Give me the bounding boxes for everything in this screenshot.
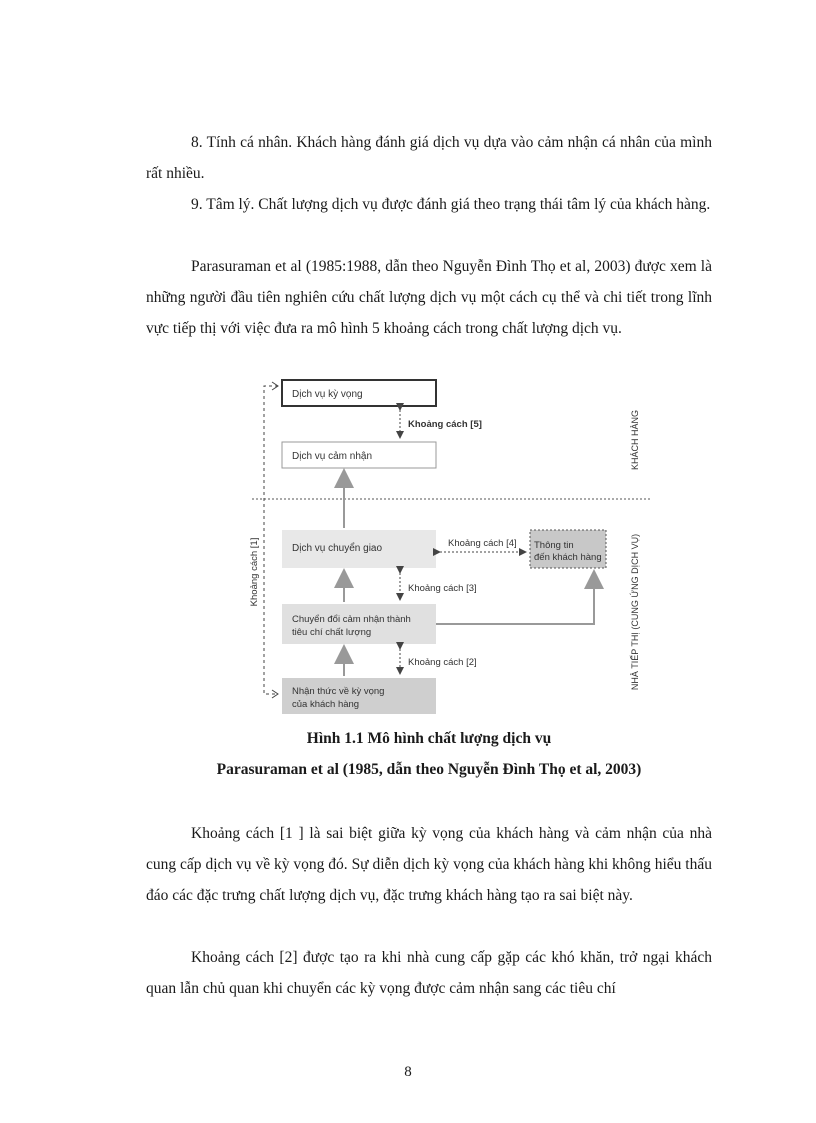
awareness-line1: Nhận thức về kỳ vọng (292, 686, 385, 697)
flow-translation-to-communication (436, 573, 594, 624)
figure-caption-source: Parasuraman et al (1985, dẫn theo Nguyễn Đình Thọ et al, 2003) (216, 761, 642, 778)
paragraph-personal: 8. Tính cá nhân. Khách hàng đánh giá dịch vụ dựa vào cảm nhận cá nhân của mình rất nhiều. (146, 134, 712, 182)
paragraph-psychology: 9. Tâm lý. Chất lượng dịch vụ được đánh giá theo trạng thái tâm lý của khách hàng. (191, 196, 711, 213)
paragraph-gap2: Khoảng cách [2] được tạo ra khi nhà cung cấp gặp các khó khăn, trở ngại khách quan lẫn chủ quan khi chuyển các kỳ vọng được cảm nhận sang các tiêu chí (146, 949, 712, 997)
perceived-service-box (282, 442, 436, 468)
gap5-label: Khoảng cách [5] (408, 419, 482, 430)
gap3-label: Khoảng cách [3] (408, 583, 477, 594)
translation-line1: Chuyển đổi cảm nhận thành (292, 614, 411, 625)
delivered-service-box (282, 530, 436, 568)
paragraph-parasuraman: Parasuraman et al (1985:1988, dẫn theo Nguyễn Đình Thọ et al, 2003) được xem là những người đầu tiên nghiên cứu chất lượng dịch vụ một cách cụ thể và chi tiết trong lĩnh vực tiếp thị với việc đưa ra mô hình 5 khoảng cách trong chất lượng dịch vụ. (146, 258, 712, 337)
gap4-label: Khoảng cách [4] (448, 538, 517, 549)
provider-side-label: NHÀ TIẾP THỊ (CUNG ỨNG DỊCH VỤ) (630, 533, 640, 691)
figure-caption-title: Hình 1.1 Mô hình chất lượng dịch vụ (306, 730, 552, 747)
customer-communication-line2: đến khách hàng (534, 552, 602, 563)
expected-service-box (282, 380, 436, 406)
gap1-bracket (264, 386, 278, 694)
awareness-line2: của khách hàng (292, 699, 360, 710)
gap2-label: Khoảng cách [2] (408, 657, 477, 668)
customer-side-label: KHÁCH HÀNG (630, 409, 640, 471)
perceived-service-label: Dịch vụ cảm nhận (292, 451, 373, 462)
paragraph-gap1: Khoảng cách [1 ] là sai biệt giữa kỳ vọng của khách hàng và cảm nhận của nhà cung cấp dịch vụ về kỳ vọng đó. Sự diễn dịch kỳ vọng của khách hàng khi không hiểu thấu đáo các đặc trưng chất lượng dịch vụ, đặc trưng khách hàng tạo ra sai biệt này. (146, 825, 712, 904)
customer-communication-line1: Thông tin (534, 540, 574, 551)
awareness-box (282, 678, 436, 714)
expected-service-label: Dịch vụ kỳ vọng (292, 389, 363, 400)
service-quality-gap-diagram (240, 372, 660, 718)
gap1-label: Khoảng cách [1] (249, 537, 260, 607)
translation-box (282, 604, 436, 644)
customer-communication-box (530, 530, 606, 568)
translation-line2: tiêu chí chất lượng (292, 627, 372, 638)
delivered-service-label: Dịch vụ chuyển giao (292, 543, 383, 554)
page-number: 8 (404, 1064, 412, 1080)
